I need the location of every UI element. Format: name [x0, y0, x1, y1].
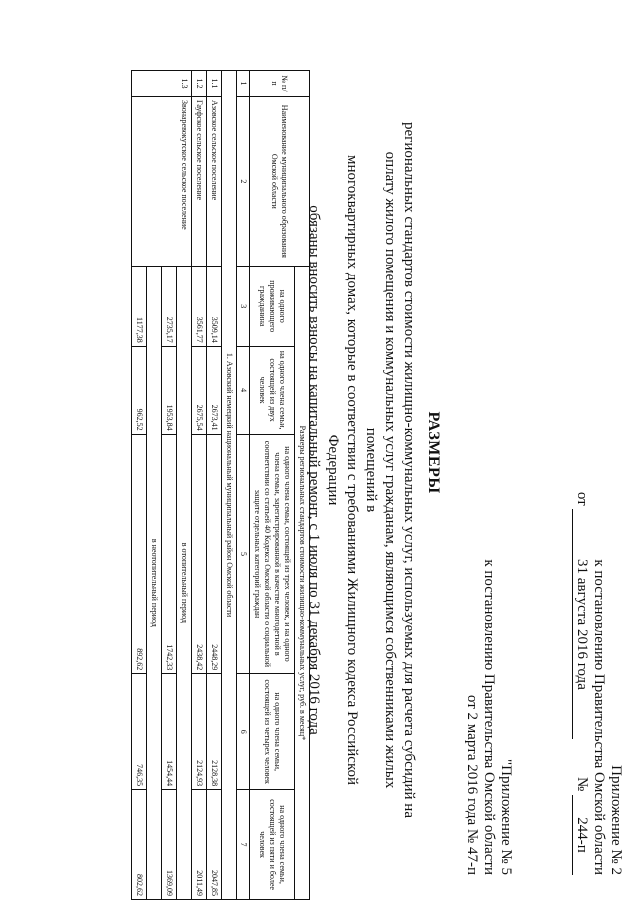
cell-c7: 802,62 [132, 790, 147, 900]
cell-c5: 892,62 [132, 434, 147, 674]
header-c7: на одного члена семьи, состоящей из пяти и более человек [250, 790, 295, 900]
cell-c6: 2124,93 [192, 674, 207, 790]
cell-c5: 2438,42 [192, 434, 207, 674]
cell-c7: 2047,85 [207, 790, 222, 900]
column-number: 6 [237, 674, 250, 790]
cell-c7: 1369,09 [162, 790, 177, 900]
header-c4: на одного члена семьи, состоящей из двух человек [250, 346, 295, 434]
appendix-5-date: от 2 марта 2016 года № 47-п [464, 694, 480, 875]
column-number: 5 [237, 434, 250, 674]
appendix-2-date-line [572, 355, 590, 875]
document-subtitle [304, 120, 418, 820]
subtitle-line: многоквартирных домах, которые в соответствии с требованиями Жилищного кодекса Российской Федерации [325, 154, 360, 786]
cell-c3: 3561,77 [192, 266, 207, 346]
cell-c6: 746,35 [132, 674, 147, 790]
cell-c3: 1177,38 [132, 266, 147, 346]
appendix-2-number-sign: № [574, 776, 590, 792]
appendix-2-title: Приложение № 2 [608, 765, 624, 875]
header-c6: на одного члена семьи, состоящей из четырех человек [250, 674, 295, 790]
appendix-2-from: от [574, 491, 590, 506]
cell-c4: 2673,41 [207, 346, 222, 434]
appendix-5-title: "Приложение № 5 [498, 759, 514, 875]
row-name: Азовское сельское поселение [207, 96, 222, 266]
cell-c4: 962,52 [132, 346, 147, 434]
cell-c3: 3509,14 [207, 266, 222, 346]
row-name: Гауфское сельское поселение [192, 96, 207, 266]
row-name: Звонаревокутское сельское поселение [132, 96, 192, 266]
appendix-5-header [463, 355, 514, 875]
cell-c3: 2735,17 [162, 266, 177, 346]
row-num: 1.3 [132, 71, 192, 97]
period-label-nonheating: в неотопительный период [147, 266, 162, 899]
section-row [222, 71, 237, 900]
table-row [192, 71, 207, 900]
appendix-2-header [572, 355, 624, 875]
row-num: 1.1 [207, 71, 222, 97]
header-num: № п/п [250, 71, 310, 97]
cell-c5: 2448,29 [207, 434, 222, 674]
cell-c6: 1454,44 [162, 674, 177, 790]
header-group: Размеры региональных стандартов стоимости жилищно-коммунальных услуг, руб. в месяц* [295, 266, 310, 899]
column-number-row [237, 71, 250, 900]
table-row [177, 71, 192, 900]
cell-c6: 2128,38 [207, 674, 222, 790]
appendix-5-resolution: к постановлению Правительства Омской области [481, 559, 497, 875]
standards-table [131, 70, 310, 900]
row-num: 1.2 [192, 71, 207, 97]
column-number: 4 [237, 346, 250, 434]
cell-c4: 1953,84 [162, 346, 177, 434]
appendix-2-number: 244-п [572, 795, 590, 875]
cell-c4: 2675,54 [192, 346, 207, 434]
column-number: 3 [237, 266, 250, 346]
period-label-heating: в отопительный период [177, 266, 192, 899]
section-title: 1. Азовский немецкий национальный муниципальный район Омской области [222, 71, 237, 900]
document-title: РАЗМЕРЫ [425, 411, 442, 494]
cell-c5: 1742,33 [162, 434, 177, 674]
header-name: Наименование муниципального образования Омской области [250, 96, 310, 266]
table-row [207, 71, 222, 900]
appendix-2-resolution: к постановлению Правительства Омской области [591, 559, 607, 875]
header-c5: на одного члена семьи, состоящей из трех человек, и на одного члена семьи, зарегистрированной в качестве многодетной в соответствии со статьей 40 Кодекса Омской области о социальной защите отдельных категорий граждан [250, 434, 295, 674]
header-c3: на одного проживающего гражданина [250, 266, 295, 346]
column-number: 1 [237, 71, 250, 97]
column-number: 7 [237, 790, 250, 900]
column-number: 2 [237, 96, 250, 266]
subtitle-line: региональных стандартов стоимости жилищно-коммунальных услуг, используемых для расчета субсидий на [401, 122, 417, 818]
subtitle-line: оплату жилого помещения и коммунальных услуг гражданам, являющимся собственниками жилых помещений в [363, 151, 398, 789]
cell-c7: 2011,49 [192, 790, 207, 900]
appendix-2-date: 31 августа 2016 года [572, 509, 590, 739]
table-header-row [295, 71, 310, 900]
standards-table-wrap [131, 70, 310, 900]
subtitle-line: обязаны вносить взносы на капитальный ремонт, с 1 июля по 31 декабря 2016 года [306, 205, 322, 735]
